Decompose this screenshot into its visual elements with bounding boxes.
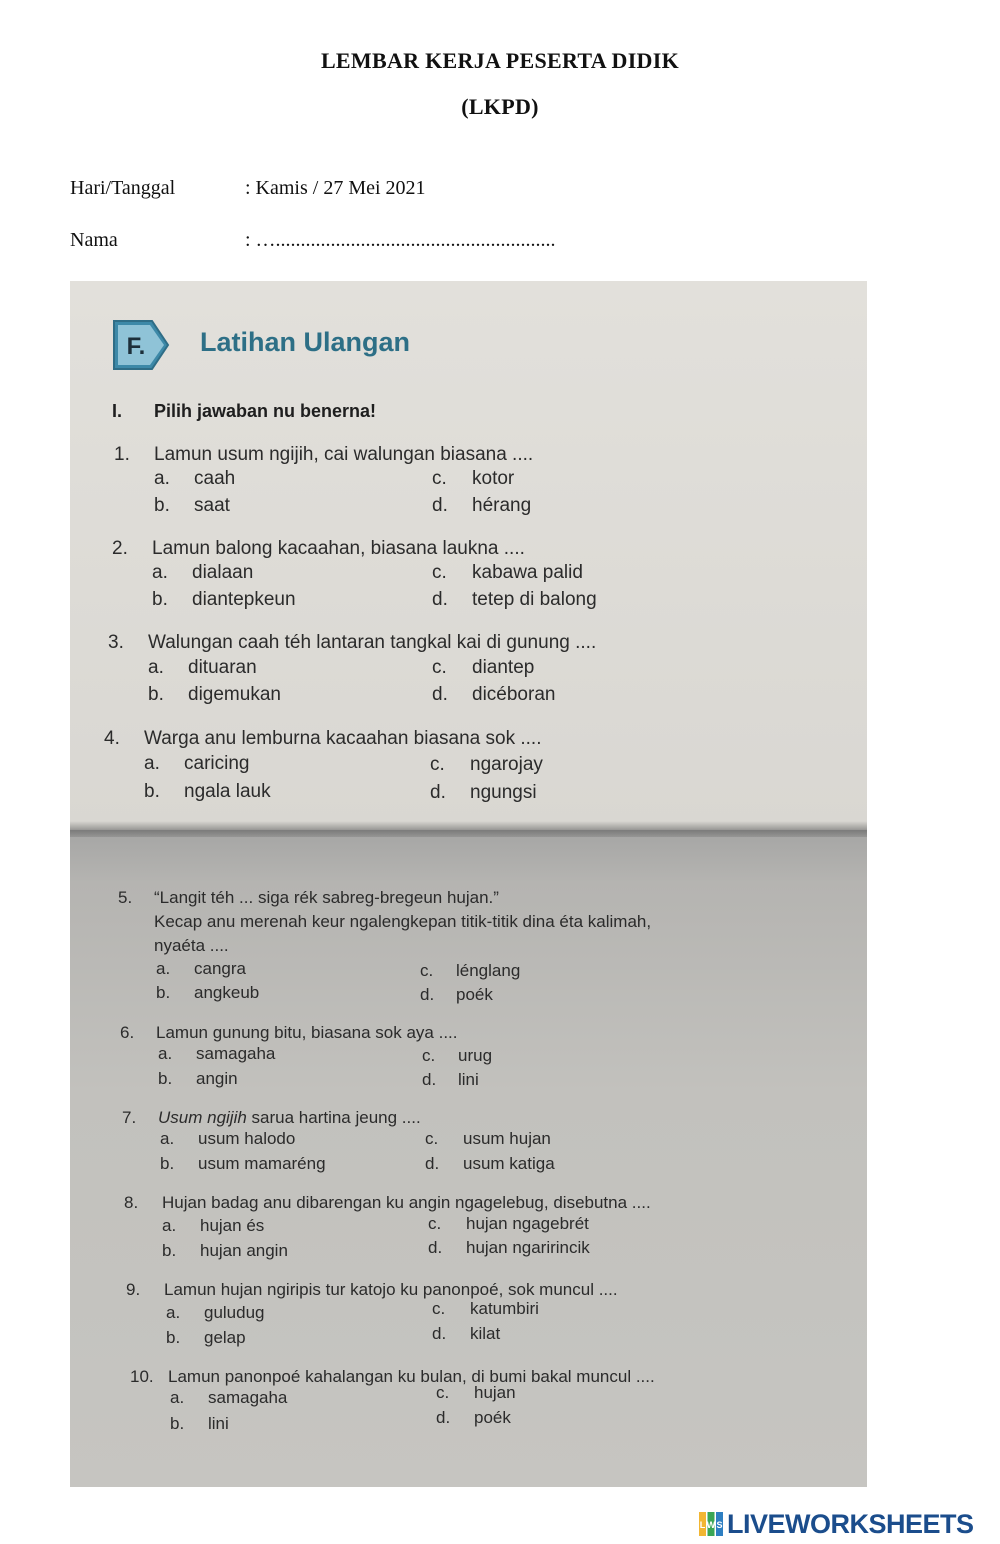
- option-d: [432, 684, 555, 706]
- option-key: b.: [170, 1414, 185, 1433]
- option-key: d.: [422, 1070, 437, 1089]
- option-key: a.: [156, 959, 171, 978]
- question-text: Lamun balong kacaahan, biasana laukna ....: [152, 538, 525, 559]
- option-key: a.: [162, 1216, 177, 1235]
- option-key: b.: [144, 781, 160, 802]
- question-text: Lamun hujan ngiripis tur katojo ku panonpoé, sok muncul ....: [164, 1280, 618, 1299]
- option-b: [152, 589, 296, 611]
- option-c: [422, 1046, 492, 1066]
- option-text: usum mamaréng: [198, 1154, 326, 1173]
- question-number: 2.: [112, 538, 128, 559]
- worksheet-title: LEMBAR KERJA PESERTA DIDIK: [320, 48, 680, 73]
- option-key: a.: [166, 1303, 181, 1322]
- option-text: lini: [458, 1070, 479, 1089]
- liveworksheets-brand: [698, 1508, 974, 1540]
- option-key: b.: [148, 684, 164, 705]
- option-text: urug: [458, 1046, 493, 1065]
- option-key: b.: [162, 1241, 177, 1260]
- option-key: b.: [156, 983, 171, 1002]
- option-text: hujan angin: [200, 1241, 288, 1260]
- option-key: b.: [152, 589, 168, 610]
- option-key: d.: [432, 495, 448, 516]
- option-key: c.: [432, 562, 447, 583]
- question-number: 9.: [126, 1280, 141, 1299]
- worksheet-subtitle: (LKPD): [461, 94, 539, 119]
- option-c: [436, 1383, 516, 1403]
- option-text: ngala lauk: [184, 781, 271, 802]
- option-a: [166, 1303, 265, 1323]
- option-text: lini: [208, 1414, 229, 1433]
- option-key: d.: [425, 1154, 440, 1173]
- option-key: d.: [436, 1408, 451, 1427]
- option-c: [425, 1129, 551, 1149]
- option-key: c.: [428, 1214, 442, 1233]
- option-text: kabawa palid: [472, 562, 583, 583]
- question-number: 4.: [104, 728, 120, 749]
- question-text: nyaéta ....: [154, 936, 229, 955]
- option-text: diantepkeun: [192, 589, 296, 610]
- option-key: a.: [160, 1129, 175, 1148]
- option-key: b.: [160, 1154, 175, 1173]
- option-a: [148, 657, 257, 679]
- option-b: [154, 495, 230, 517]
- logo-letters: L: [699, 1520, 706, 1530]
- option-text: dituaran: [188, 657, 257, 678]
- option-b: [144, 781, 271, 803]
- option-key: d.: [430, 782, 446, 803]
- section-badge-icon: [112, 319, 170, 371]
- option-text: dialaan: [192, 562, 254, 583]
- question-number: 6.: [120, 1023, 135, 1042]
- option-d: [430, 782, 537, 804]
- option-b: [156, 983, 259, 1003]
- option-d: [420, 985, 493, 1005]
- option-key: c.: [422, 1046, 436, 1065]
- option-text: hujan: [474, 1383, 516, 1402]
- option-a: [158, 1044, 275, 1064]
- option-a: [170, 1388, 287, 1408]
- option-text: lénglang: [456, 961, 521, 980]
- option-key: b.: [158, 1069, 173, 1088]
- brand-name: LIVEWORKSHEETS: [727, 1508, 974, 1539]
- option-key: c.: [430, 754, 445, 775]
- option-text: hérang: [472, 495, 532, 516]
- option-key: d.: [432, 1324, 447, 1343]
- page-fold: [70, 821, 867, 837]
- option-text: hujan ngagebrét: [466, 1214, 589, 1233]
- option-text: hujan és: [200, 1216, 265, 1235]
- option-d: [436, 1408, 511, 1428]
- option-text: ngarojay: [470, 754, 543, 775]
- option-text: saat: [194, 495, 230, 516]
- option-c: [420, 961, 520, 981]
- option-text: usum katiga: [463, 1154, 555, 1173]
- instruction: [112, 401, 376, 422]
- option-text: katumbiri: [470, 1299, 539, 1318]
- option-b: [162, 1241, 288, 1261]
- question-number: 10.: [130, 1367, 154, 1386]
- option-text: cangra: [194, 959, 246, 978]
- question-text: [158, 1106, 421, 1130]
- option-c: [428, 1214, 589, 1234]
- option-text: kotor: [472, 468, 515, 489]
- option-text: kilat: [470, 1324, 501, 1343]
- option-key: d.: [428, 1238, 443, 1257]
- option-text: hujan ngaririncik: [466, 1238, 590, 1257]
- option-key: c.: [436, 1383, 450, 1402]
- option-c: [432, 1299, 539, 1319]
- date-value: : Kamis / 27 Mei 2021: [245, 177, 426, 199]
- name-value: : …........................................................: [245, 229, 556, 251]
- option-text: usum halodo: [198, 1129, 296, 1148]
- date-label: Hari/Tanggal: [70, 177, 176, 199]
- option-key: c.: [432, 657, 447, 678]
- option-c: [432, 562, 583, 584]
- question-rest: sarua hartina jeung ....: [246, 1108, 421, 1127]
- option-c: [432, 468, 514, 490]
- question-number: 7.: [122, 1108, 137, 1127]
- option-text: guludug: [204, 1303, 265, 1322]
- option-key: a.: [154, 468, 170, 489]
- question-text: Walungan caah téh lantaran tangkal kai di gunung ....: [148, 632, 597, 653]
- option-text: tetep di balong: [472, 589, 597, 610]
- option-c: [430, 754, 543, 776]
- question-text: Lamun gunung bitu, biasana sok aya ....: [156, 1023, 458, 1042]
- option-text: angkeub: [194, 983, 260, 1002]
- option-text: angin: [196, 1069, 238, 1088]
- option-text: digemukan: [188, 684, 281, 705]
- option-text: diantep: [472, 657, 535, 678]
- question-text: Hujan badag anu dibarengan ku angin ngagelebug, disebutna ....: [162, 1193, 651, 1212]
- option-a: [160, 1129, 295, 1149]
- option-key: a.: [170, 1388, 185, 1407]
- question-number: 8.: [124, 1193, 139, 1212]
- option-a: [154, 468, 235, 490]
- option-a: [144, 753, 249, 775]
- option-key: c.: [420, 961, 434, 980]
- question-text: Lamun usum ngijih, cai walungan biasana ....: [154, 444, 534, 465]
- option-key: a.: [144, 753, 160, 774]
- option-key: b.: [166, 1328, 181, 1347]
- option-text: caah: [194, 468, 236, 489]
- option-key: a.: [148, 657, 164, 678]
- option-d: [432, 495, 531, 517]
- question-number: 3.: [108, 632, 124, 653]
- option-b: [160, 1154, 326, 1174]
- question-italic: Usum ngijih: [158, 1108, 247, 1127]
- question-text: Warga anu lemburna kacaahan biasana sok ....: [144, 728, 542, 749]
- option-text: ngungsi: [470, 782, 537, 803]
- name-label: Nama: [70, 229, 118, 251]
- option-key: d.: [420, 985, 435, 1004]
- option-d: [425, 1154, 555, 1174]
- name-field: [70, 229, 556, 252]
- option-key: d.: [432, 684, 448, 705]
- option-key: d.: [432, 589, 448, 610]
- option-b: [170, 1414, 229, 1434]
- option-text: dicéboran: [472, 684, 556, 705]
- option-text: gelap: [204, 1328, 246, 1347]
- option-b: [158, 1069, 238, 1089]
- question-number: 1.: [114, 444, 130, 465]
- option-d: [422, 1070, 479, 1090]
- option-a: [156, 959, 246, 979]
- instruction-number: I.: [112, 401, 123, 421]
- option-text: samagaha: [208, 1388, 288, 1407]
- liveworksheets-logo-icon: [698, 1511, 724, 1537]
- option-text: poék: [456, 985, 493, 1004]
- question-text: Kecap anu merenah keur ngalengkepan titik-titik dina éta kalimah,: [154, 912, 652, 931]
- option-key: c.: [425, 1129, 439, 1148]
- question-text: “Langit téh ... siga rék sabreg-bregeun hujan.”: [154, 888, 499, 907]
- option-c: [432, 657, 534, 679]
- question-text: Lamun panonpoé kahalangan ku bulan, di bumi bakal muncul ....: [168, 1367, 655, 1386]
- option-text: usum hujan: [463, 1129, 551, 1148]
- option-b: [166, 1328, 246, 1348]
- section-title: Latihan Ulangan: [200, 327, 411, 357]
- instruction-text: Pilih jawaban nu benerna!: [154, 401, 377, 421]
- option-d: [428, 1238, 590, 1258]
- option-d: [432, 589, 597, 611]
- option-text: samagaha: [196, 1044, 276, 1063]
- option-d: [432, 1324, 500, 1344]
- option-key: a.: [158, 1044, 173, 1063]
- option-key: a.: [152, 562, 168, 583]
- option-a: [162, 1216, 264, 1236]
- question-number: 5.: [118, 888, 133, 907]
- svg-text:W: W: [706, 1520, 716, 1530]
- date-field: [70, 177, 426, 200]
- option-key: c.: [432, 468, 447, 489]
- svg-text:S: S: [716, 1520, 723, 1530]
- section-badge-label: F.: [126, 333, 146, 360]
- option-a: [152, 562, 253, 584]
- option-key: b.: [154, 495, 170, 516]
- textbook-photo: [70, 281, 867, 1487]
- option-text: poék: [474, 1408, 511, 1427]
- option-b: [148, 684, 281, 706]
- option-text: caricing: [184, 753, 250, 774]
- option-key: c.: [432, 1299, 446, 1318]
